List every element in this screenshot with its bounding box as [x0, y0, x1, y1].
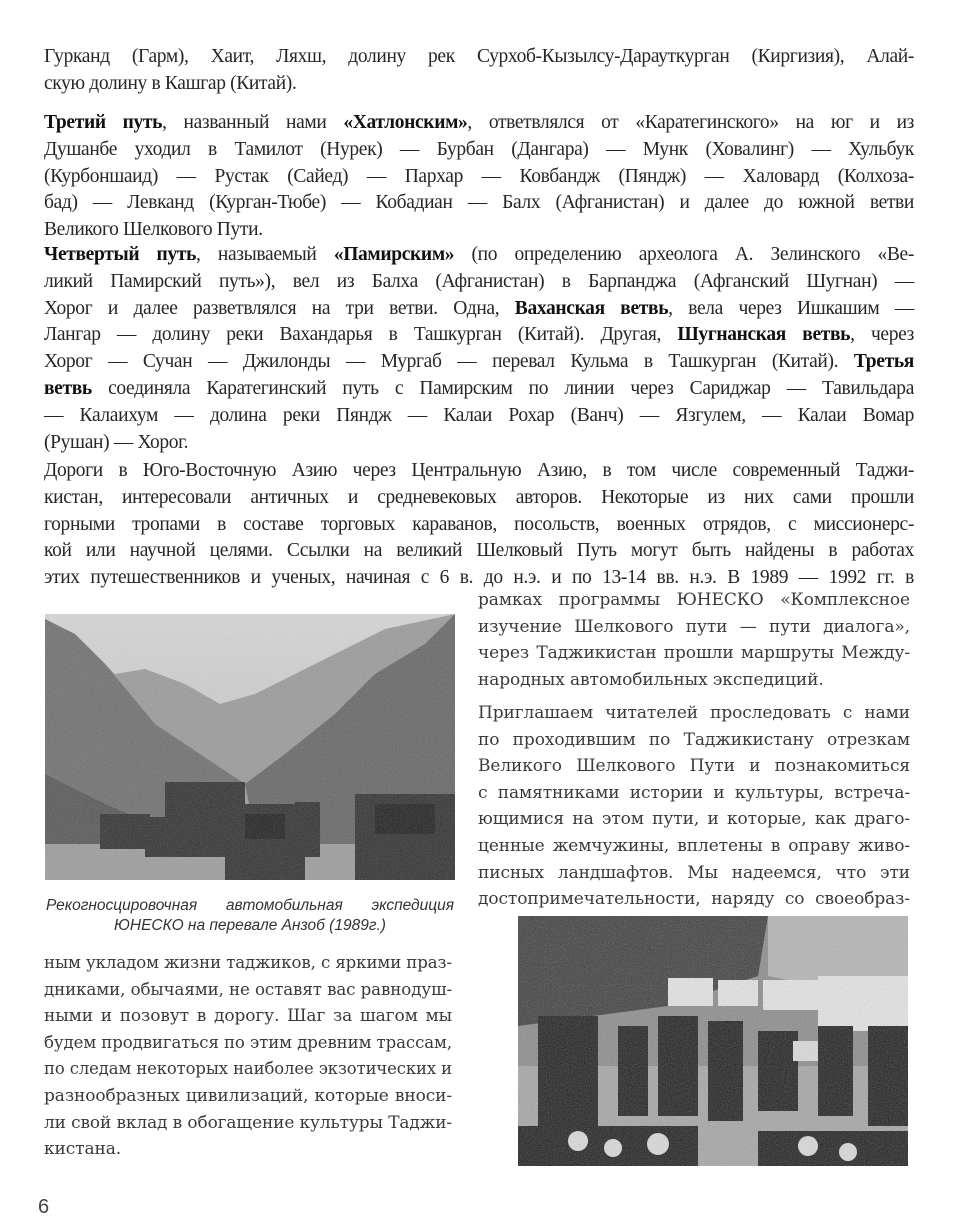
text-line: [44, 376, 914, 403]
bold-term: Третья: [853, 351, 914, 373]
text-line: Дороги в Юго-Восточную Азию через Центральную Азию, в том числе современный Таджи-: [44, 460, 914, 481]
photo-caption: [40, 896, 460, 936]
text-line: народных автомобильных экспедиций.: [478, 669, 824, 690]
text-line: по следам некоторых наиболее экзотических и: [44, 1059, 452, 1080]
text-line: достопримечательности, наряду со своеобраз-: [478, 889, 910, 910]
bold-term: Ваханская ветвь: [514, 297, 669, 319]
text-line: Приглашаем читателей проследовать с нами: [478, 703, 910, 723]
text-line: изучение Шелкового пути — пути диалога»,: [478, 616, 910, 637]
text-line: (Курбоншаид) — Рустак (Сайед) — Пархар — Ковбандж (Пяндж) — Халовард (Колхоза-: [44, 165, 914, 187]
text-line: Великого Шелкового Пути и познакомиться: [478, 756, 910, 777]
text-line: ющимися на этом пути, и которые, как драго-: [478, 809, 910, 830]
paragraph-third-route: [44, 110, 914, 244]
text-line: Душанбе уходил в Тамилот (Нурек) — Бурбан (Дангара) — Мунк (Ховалинг) — Хульбук: [44, 138, 914, 160]
text-fragment: Хорог и далее разветвлялся на три ветви. Одна,: [44, 297, 515, 319]
text-line: (Рушан) — Хорог.: [44, 431, 189, 453]
photo-feast-image: [518, 916, 908, 1166]
text-line: кой или научной целями. Ссылки на великий Шелковый Путь могут быть найдены в работах: [44, 540, 914, 562]
paragraph-fourth-route: [44, 242, 914, 456]
text-fragment: Хорог — Сучан — Джилонды — Мургаб — перевал Кульма в Ташкурган (Китай).: [44, 351, 854, 373]
text-line: ным укладом жизни таджиков, с яркими праз-: [44, 953, 452, 973]
caption-line: Рекогносцировочная автомобильная экспедиция: [46, 897, 454, 914]
text-line: — Калаихум — долина реки Пяндж — Калаи Рохар (Ванч) — Язгулем, — Калаи Вомар: [44, 404, 914, 426]
text-fragment: , называемый: [196, 244, 334, 265]
caption-line: ЮНЕСКО на перевале Анзоб (1989г.): [114, 917, 386, 934]
photo-expedition-feast: [518, 916, 908, 1166]
paragraph-journey: [44, 950, 452, 1163]
text-fragment: Лангар — долину реки Вахандарья в Ташкурган (Китай). Другая,: [44, 324, 678, 346]
page-number: 6: [38, 1196, 50, 1218]
text-line: Великого Шелкового Пути.: [44, 219, 263, 241]
text-line: ли свой вклад в обогащение культуры Таджи-: [44, 1112, 452, 1133]
text-line: [44, 242, 914, 269]
paragraph-unesco-program: [478, 587, 910, 693]
paragraph-intro-continuation: [44, 44, 914, 98]
text-fragment: , названный нами: [162, 112, 344, 133]
text-line: писных ландшафтов. Мы надеемся, что эти: [478, 862, 910, 883]
text-line: ными и позовут в дорогу. Шаг за шагом мы: [44, 1006, 452, 1027]
text-fragment: соединяла Каратегинский путь с Памирским по линии через Сариджар — Тавильдара: [91, 377, 914, 399]
bold-term: Четвертый путь: [44, 244, 197, 265]
text-line: по проходившим по Таджикистану отрезкам: [478, 729, 910, 750]
text-line: дниками, обычаями, не оставят вас равнодуш-: [44, 979, 452, 1000]
text-fragment: (по определению археолога А. Зелинского «Ве-: [454, 244, 915, 265]
text-fragment: , через: [850, 324, 915, 346]
text-line: [44, 110, 914, 137]
bold-term: ветвь: [44, 377, 92, 399]
text-line: Гурканд (Гарм), Хаит, Ляхш, долину рек Сурхоб-Кызылсу-Дарауткурган (Киргизия), Алай-: [44, 46, 914, 67]
photo-convoy-mountain-pass: [45, 614, 455, 880]
text-line: ликий Памирский путь»), вел из Балха (Афганистан) в Барпанджа (Афганский Шугнан) —: [44, 270, 914, 292]
bold-term: Третий путь: [44, 112, 163, 133]
text-line: [44, 322, 914, 349]
text-line: будем продвигаться по этим древним трассам,: [44, 1032, 452, 1053]
paragraph-invitation: [478, 700, 910, 913]
text-line: кистан, интересовали античных и средневековых авторов. Некоторые из них сами прошли: [44, 486, 914, 508]
bold-term: «Памирским»: [333, 244, 455, 265]
text-line: этих путешественников и ученых, начиная с 6 в. до н.э. и по 13-14 вв. н.э. В 1989 — 1992 гг. в: [44, 567, 914, 589]
text-line: с памятниками истории и культуры, встреча-: [478, 782, 910, 803]
text-line: ценные жемчужины, вплетены в оправу живо-: [478, 835, 910, 856]
bold-term: «Хатлонским»: [343, 112, 468, 133]
text-line: рамках программы ЮНЕСКО «Комплексное: [478, 590, 910, 610]
text-fragment: , ответвлялся от «Каратегинского» на юг и из: [467, 112, 915, 133]
text-fragment: , вела через Ишкашим —: [668, 297, 915, 319]
text-line: кистана.: [44, 1139, 122, 1160]
text-line: [44, 296, 914, 323]
text-line: бад) — Левканд (Курган-Тюбе) — Кобадиан — Балх (Афганистан) и далее до южной ветви: [44, 192, 914, 214]
text-line: скую долину в Кашгар (Китай).: [44, 72, 297, 94]
text-line: [44, 349, 914, 376]
text-line: горными тропами в составе торговых караванов, посольств, военных отрядов, с миссионерс-: [44, 513, 914, 535]
text-line: разнообразных цивилизаций, которые вноси-: [44, 1085, 452, 1106]
text-line: через Таджикистан прошли маршруты Между-: [478, 643, 910, 664]
paragraph-historical-roads: [44, 458, 914, 592]
photo-convoy-image: [45, 614, 455, 880]
bold-term: Шугнанская ветвь: [677, 324, 851, 346]
